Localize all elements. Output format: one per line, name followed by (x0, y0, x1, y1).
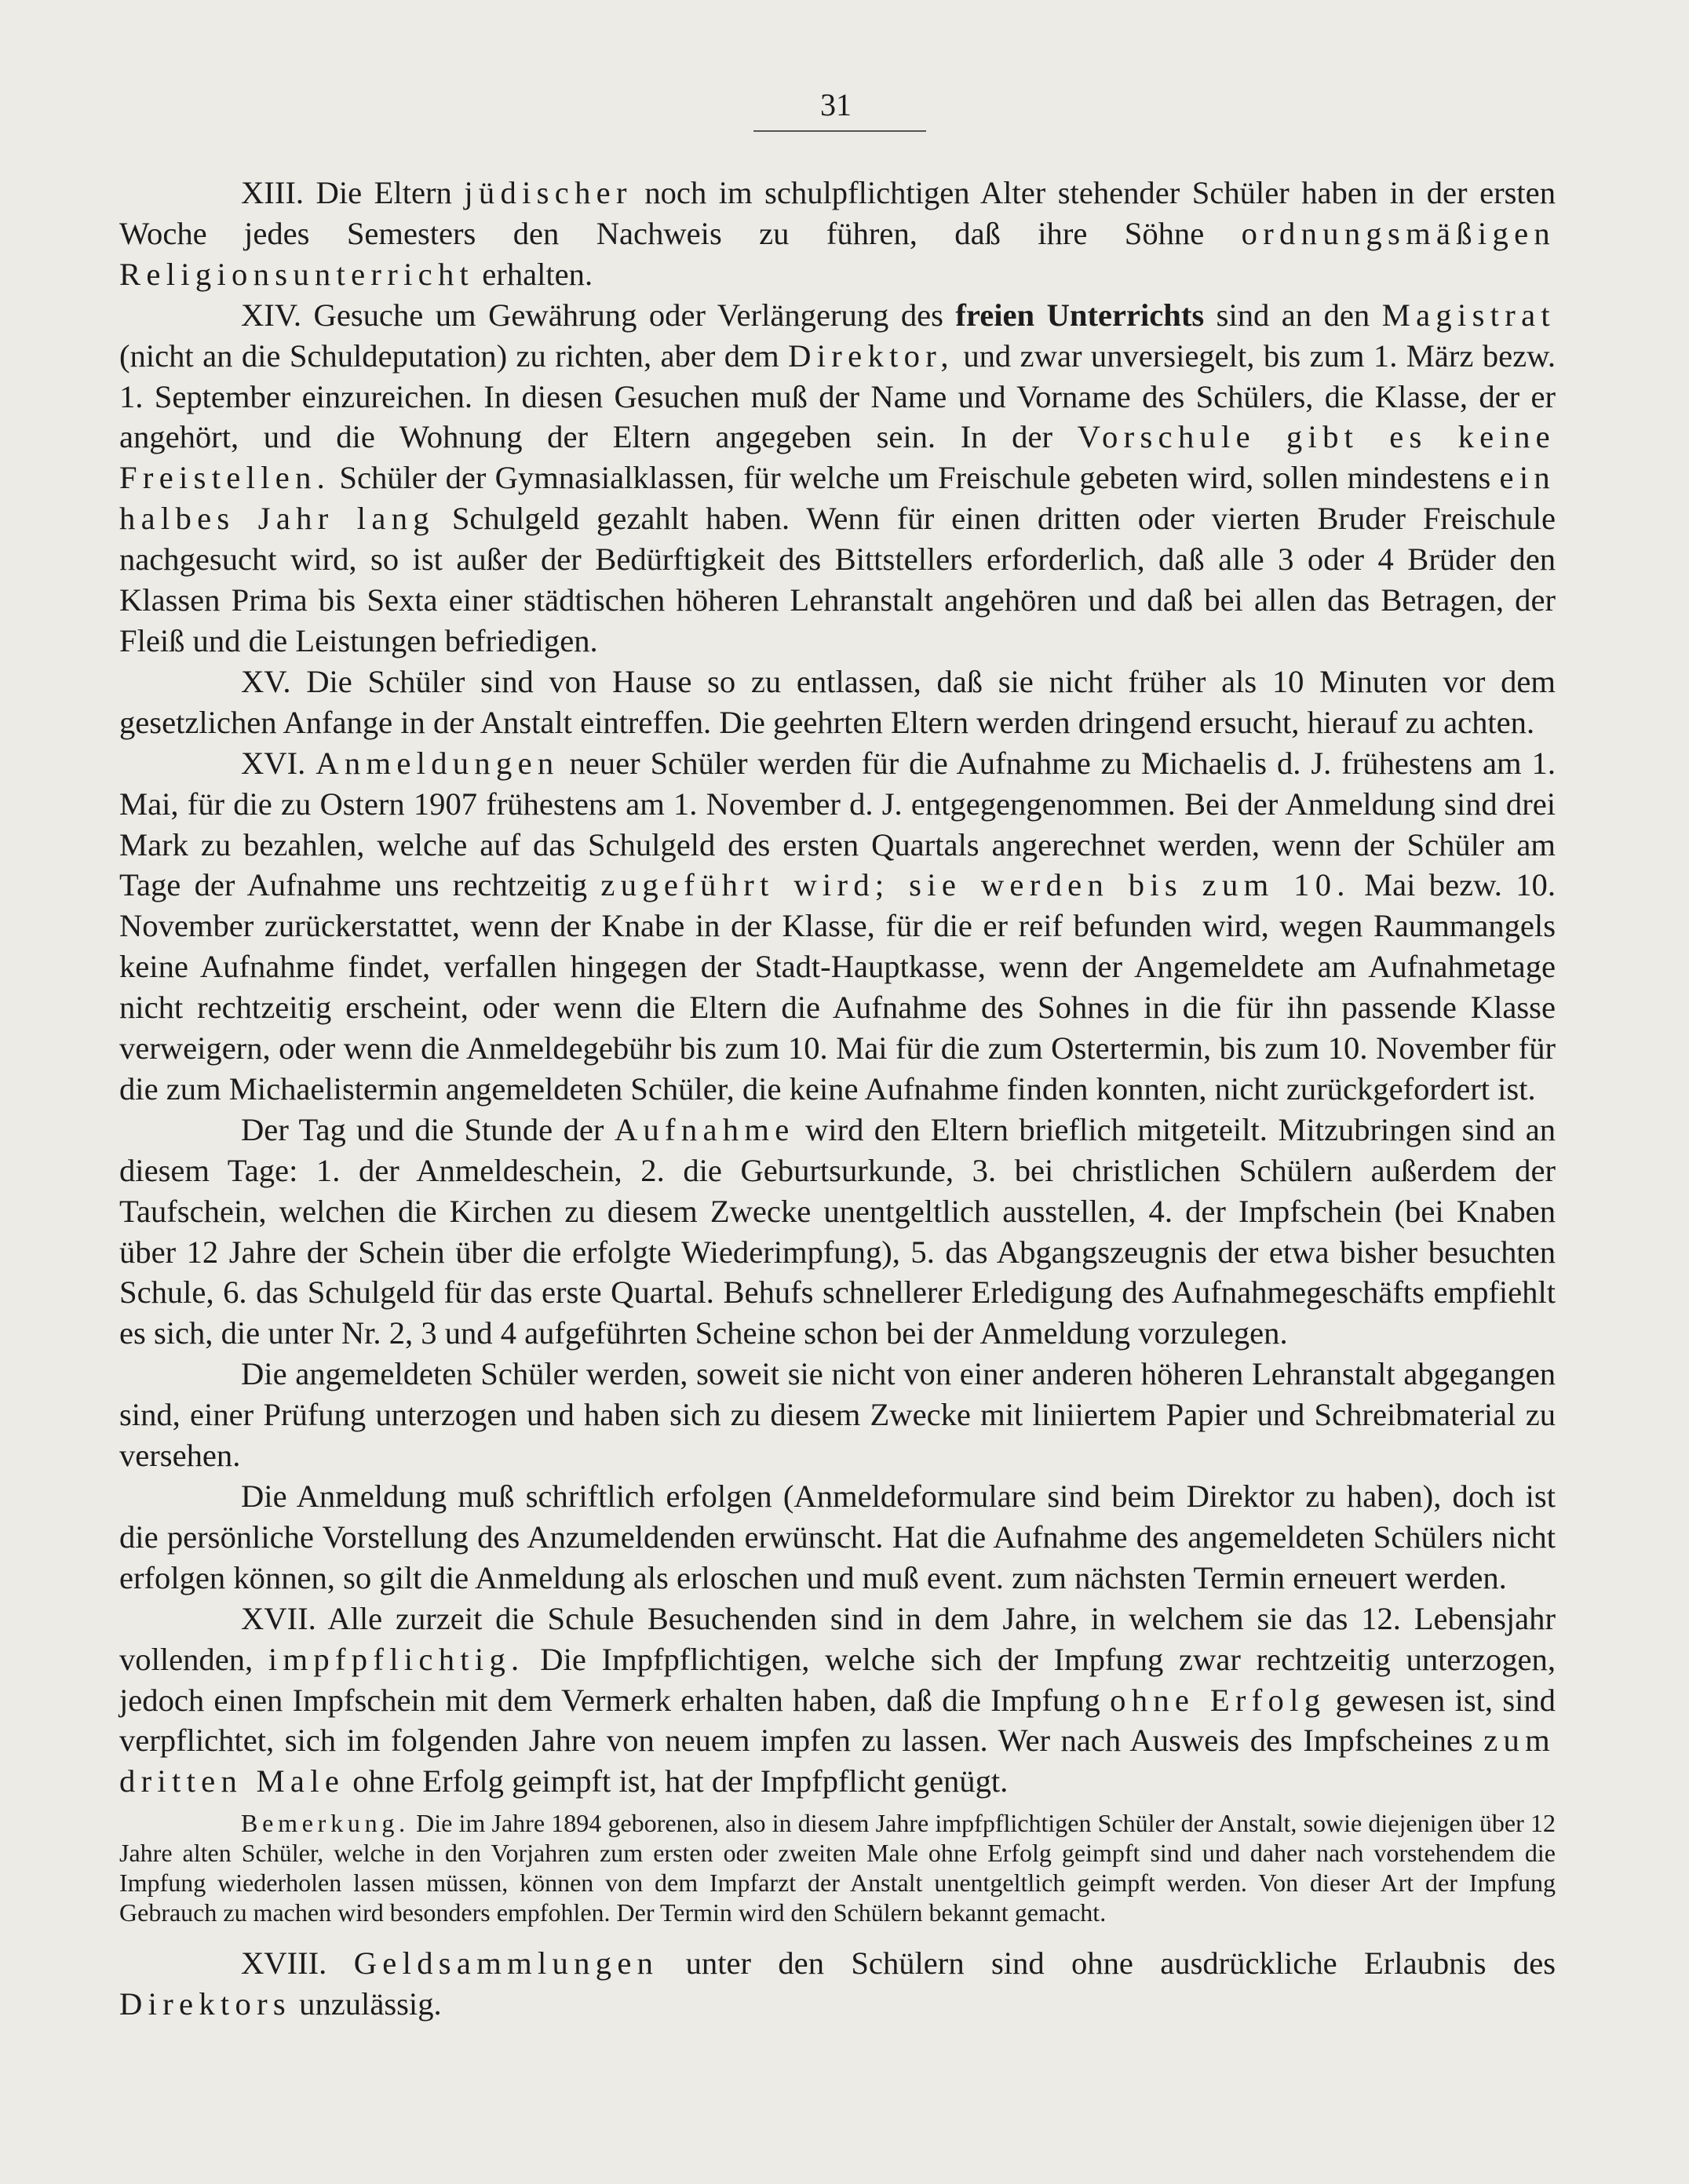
paragraph-anmeldung: Die Anmeldung muß schriftlich erfolgen (Anmeldeformulare sind beim Direktor zu haben), doch ist die persönliche Vorstellung des Anzumeldenden erwünscht. Hat die Aufnahme des angemeldeten Schülers nicht erfolgen können, so gilt die Anmeldung als erloschen und muß event. zum nächsten Termin erneuert werden. (119, 1478, 1556, 1595)
header-rule (753, 130, 926, 132)
paragraph-xiv: XIV. Gesuche um Gewährung oder Verlängerung des freien Unterrichts sind an den Magistrat (nicht an die Schuldeputation) zu richten, aber dem Direktor, und zwar unversiegelt, bis zum 1. März bezw. 1. September einzureichen. In diesen Gesuchen muß der Name und Vorname des Schülers, die Klasse, der er angehört, und die Wohnung der Eltern angegeben sein. In der Vorschule gibt es keine Freistellen. Schüler der Gymnasialklassen, für welche um Freischule gebeten wird, sollen mindestens ein halbes Jahr lang Schulgeld gezahlt haben. Wenn für einen dritten oder vierten Bruder Freischule nachgesucht wird, so ist außer der Bedürftigkeit des Bittstellers erforderlich, daß alle 3 oder 4 Brüder den Klassen Prima bis Sexta einer städtischen höheren Lehranstalt angehören und daß bei allen das Betragen, der Fleiß und die Leistungen befriedigen. (119, 297, 1556, 658)
paragraph-xvi: XVI. Anmeldungen neuer Schüler werden für die Aufnahme zu Michaelis d. J. frühestens am 1. Mai, für die zu Ostern 1907 frühestens am 1. November d. J. entgegengenommen. Bei der Anmeldung sind drei Mark zu bezahlen, welche auf das Schulgeld des ersten Quartals angerechnet werden, wenn der Schüler am Tage der Aufnahme uns rechtzeitig zugeführt wird; sie werden bis zum 10. Mai bezw. 10. November zurückerstattet, wenn der Knabe in der Klasse, für die er reif befunden wird, wegen Raummangels keine Aufnahme findet, verfallen hingegen der Stadt-Hauptkasse, wenn der Angemeldete am Aufnahmetage nicht rechtzeitig erscheint, oder wenn die Eltern die Aufnahme des Sohnes in die für ihn passende Klasse verweigern, oder wenn die Anmeldegebühr bis zum 10. Mai für die zum Ostertermin, bis zum 10. November für die zum Michaelistermin angemeldeten Schüler, die keine Aufnahme finden konnten, nicht zurückgefordert ist. (119, 745, 1556, 1107)
paragraph-xviii: XVIII. Geldsammlungen unter den Schülern sind ohne ausdrückliche Erlaubnis des Direktors unzulässig. (119, 1945, 1556, 2022)
page-number: 31 (820, 87, 852, 122)
remark-note: Bemerkung. Die im Jahre 1894 geborenen, also in diesem Jahre impfpflichtigen Schüler der Anstalt, sowie diejenigen über 12 Jahre alten Schüler, welche in den Vorjahren zum ersten oder zweiten Male ohne Erfolg geimpft sind und daher nach vorstehendem die Impfung wiederholen lassen müssen, können von dem Impfarzt der Anstalt unentgeltlich geimpft werden. Von dieser Art der Impfung Gebrauch zu machen wird besonders empfohlen. Der Termin wird den Schülern bekannt gemacht. (119, 1809, 1556, 1927)
paragraph-aufnahme: Der Tag und die Stunde der Aufnahme wird den Eltern brieflich mitgeteilt. Mitzubringen sind an diesem Tage: 1. der Anmeldeschein, 2. die Geburtsurkunde, 3. bei christlichen Schülern außerdem der Taufschein, welchen die Kirchen zu diesem Zwecke unentgeltlich ausstellen, 4. der Impfschein (bei Knaben über 12 Jahre der Schein über die erfolgte Wiederimpfung), 5. das Abgangszeugnis der etwa bisher besuchten Schule, 6. das Schulgeld für das erste Quartal. Behufs schnellerer Erledigung des Aufnahmegeschäfts empfiehlt es sich, die unter Nr. 2, 3 und 4 aufgeführten Scheine schon bei der Anmeldung vorzulegen. (119, 1111, 1556, 1351)
paragraph-xvii: XVII. Alle zurzeit die Schule Besuchenden sind in dem Jahre, in welchem sie das 12. Lebensjahr vollenden, impfpflichtig. Die Impfpflichtigen, welche sich der Impfung zwar rechtzeitig unterzogen, jedoch einen Impfschein mit dem Vermerk erhalten haben, daß die Impfung ohne Erfolg gewesen ist, sind verpflichtet, sich im folgenden Jahre von neuem impfen zu lassen. Wer nach Ausweis des Impfscheines zum dritten Male ohne Erfolg geimpft ist, hat der Impfpflicht genügt. (119, 1600, 1556, 1799)
paragraph-xiii: XIII. Die Eltern jüdischer noch im schulpflichtigen Alter stehender Schüler haben in der ersten Woche jedes Semesters den Nachweis zu führen, daß ihre Söhne ordnungsmäßigen Religionsunterricht erhalten. (119, 175, 1556, 292)
paragraph-xv: XV. Die Schüler sind von Hause so zu entlassen, daß sie nicht früher als 10 Minuten vor dem gesetzlichen Anfange in der Anstalt eintreffen. Die geehrten Eltern werden dringend ersucht, hierauf zu achten. (119, 663, 1556, 740)
paragraph-pruefung: Die angemeldeten Schüler werden, soweit sie nicht von einer anderen höheren Lehranstalt abgegangen sind, einer Prüfung unterzogen und haben sich zu diesem Zwecke mit liniiertem Papier und Schreibmaterial zu versehen. (119, 1356, 1556, 1474)
body-text (119, 173, 1556, 2025)
